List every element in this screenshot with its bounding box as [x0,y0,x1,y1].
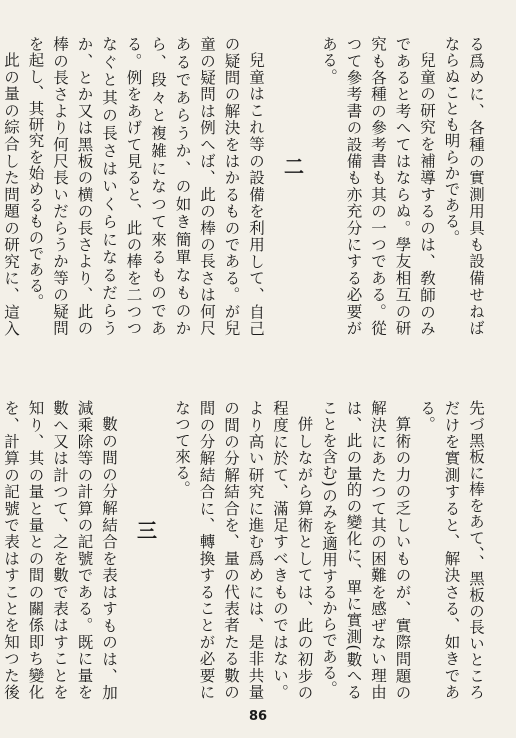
top-text-block [2,36,488,336]
paragraph: 併しながら算術としては、此の初步の程度に於て、滿足すべきものではない。より高い研究に進む爲めには、是非共量の間の分解結合を、量の代表者たる數の間の分解結合に、轉換することが必要になつて來る。 [173,400,314,700]
paragraph: 算術の力の乏しいものが、實際問題の解決にあたつて其の困難を感ぜない理由は、此の量的の變化に、單に實測(數へることを含む)のみを適用するからである。 [320,400,412,700]
paragraph: 兒童はこれ等の設備を利用して、自己の疑問の解決をはかるものである。が兒童の疑問は例へば、此の棒の長さは何尺あるであらうか、の如き簡單なものから、段々と複雑になつて來るものである。例をあげて見ると、此の棒を二つつなぐと其の長さはいくらになるだらうか、とか又は黑板の横の長さより、此の棒の長さより何尺長いだらうか等の疑問を起し、其研究を始めるものである。 [26,36,265,336]
paragraph: 兒童の研究を補導するのは、敎師のみであると考へてはならぬ。學友相互の研究も各種の參考書も其の一つである。從つて參考書の設備も亦充分にする必要がある。 [320,36,436,336]
section-number-3: 三 [133,520,158,540]
bottom-text-block [2,400,488,700]
page-number: 86 [248,709,268,724]
section-number-2: 二 [280,156,305,176]
paragraph-continuation: 先づ黑板に棒をあて、、黑板の長いところだけを實測すると、解決さる、如きである。 [418,400,485,700]
paragraph: 數の間の分解結合を表はすものは、加減乘除等の計算の記號である。既に量を數へ又は計つて、之を數で表はすことを知り、其の量と量との間の關係即ち變化を、計算の記號で表はすことを知つた後 [2,400,118,700]
paragraph: 此の量の綜合した問題の研究に、這入 [2,51,20,336]
paragraph-continuation: る爲めに、各種の實測用具も設備せねばならぬことも明らかである。 [442,36,485,336]
